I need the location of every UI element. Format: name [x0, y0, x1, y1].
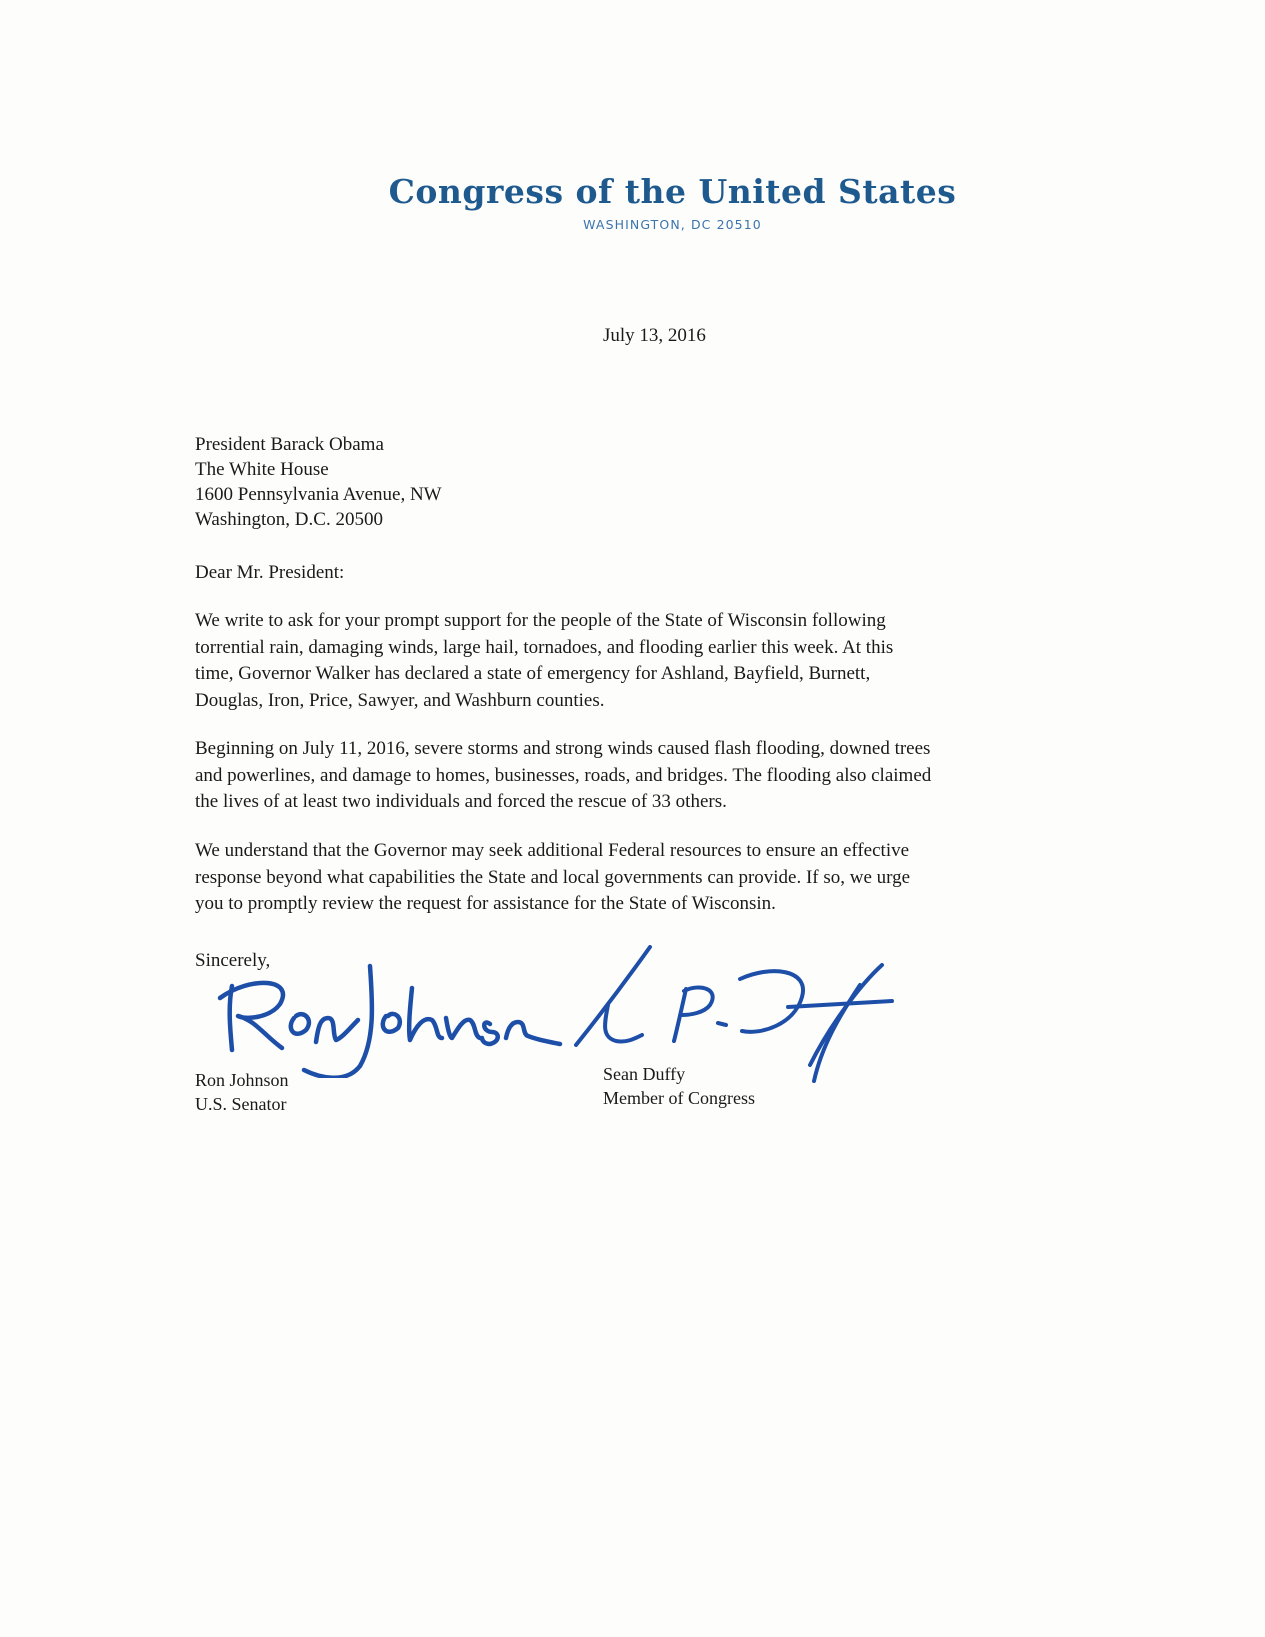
body-paragraph-3 — [195, 838, 1095, 918]
recipient-address — [195, 432, 442, 532]
signature-johnson — [210, 958, 565, 1078]
signatory-name: Sean Duffy — [603, 1064, 686, 1084]
recipient-line: The White House — [195, 459, 329, 480]
recipient-line: 1600 Pennsylvania Avenue, NW — [195, 484, 442, 505]
body-paragraph-2 — [195, 736, 1095, 816]
letterhead-title: Congress of the United States — [388, 172, 957, 211]
body-line: Douglas, Iron, Price, Sawyer, and Washburn counties. — [195, 689, 605, 711]
letterhead-address: WASHINGTON, DC 20510 — [583, 217, 762, 232]
salutation: Dear Mr. President: — [195, 562, 345, 583]
body-line: Beginning on July 11, 2016, severe storms and strong winds caused flash flooding, downed trees — [195, 738, 931, 759]
recipient-line: President Barack Obama — [195, 434, 384, 455]
signatory-title: Member of Congress — [603, 1088, 755, 1108]
closing: Sincerely, — [195, 950, 271, 971]
letterhead — [0, 172, 1265, 232]
signatory-name: Ron Johnson — [195, 1070, 289, 1090]
body-line: and powerlines, and damage to homes, businesses, roads, and bridges. The flooding also claimed — [195, 764, 932, 786]
body-line: you to promptly review the request for assistance for the State of Wisconsin. — [195, 893, 776, 914]
body-line: We understand that the Governor may seek additional Federal resources to ensure an effective — [195, 840, 910, 861]
letter-date: July 13, 2016 — [603, 325, 706, 346]
body-line: We write to ask for your prompt support for the people of the State of Wisconsin following — [195, 610, 886, 631]
body-line: response beyond what capabilities the State and local governments can provide. If so, we urge — [195, 866, 911, 888]
body-paragraph-1 — [195, 608, 1095, 714]
signatory-title: U.S. Senator — [195, 1094, 287, 1114]
signatory-johnson — [195, 1068, 289, 1116]
recipient-line: Washington, D.C. 20500 — [195, 509, 383, 530]
signatory-duffy — [603, 1062, 755, 1110]
body-line: time, Governor Walker has declared a state of emergency for Ashland, Bayfield, Burnett, — [195, 663, 871, 684]
body-line: the lives of at least two individuals and forced the rescue of 33 others. — [195, 791, 727, 812]
body-line: torrential rain, damaging winds, large hail, tornadoes, and flooding earlier this week. At this — [195, 636, 894, 658]
